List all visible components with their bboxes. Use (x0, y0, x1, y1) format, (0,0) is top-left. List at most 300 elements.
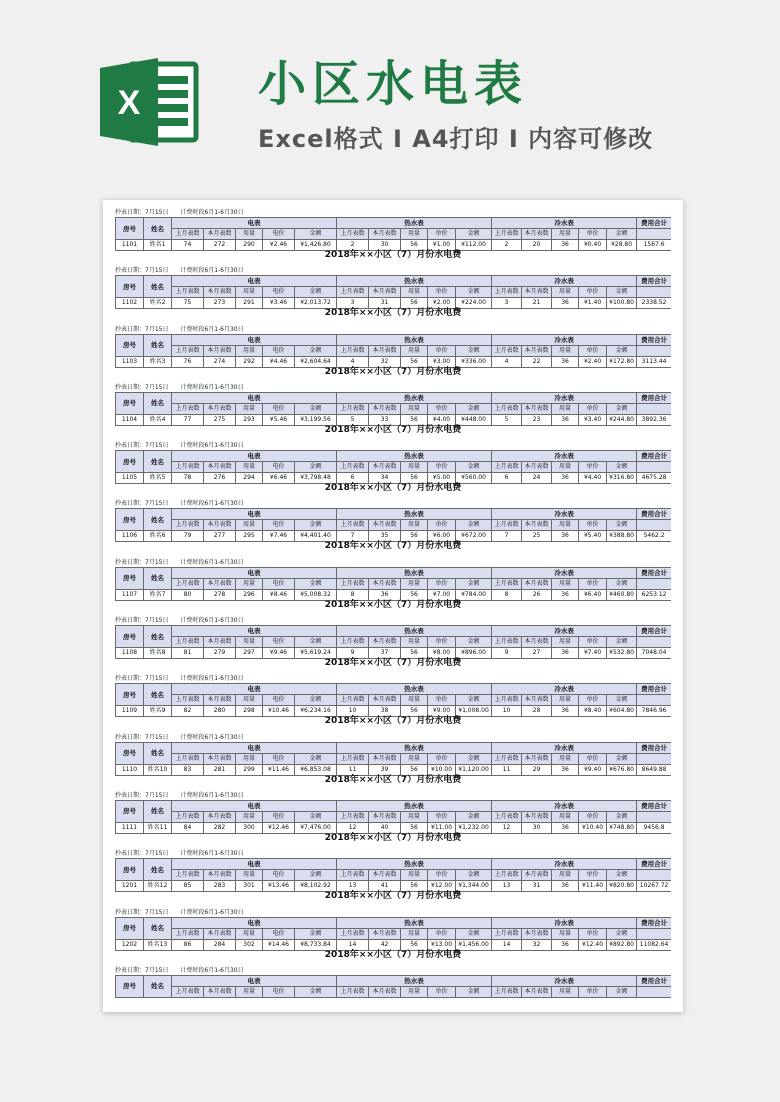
cold-last-header: 上月表数 (492, 811, 522, 822)
hot-price-cell: ¥13.00 (428, 939, 456, 950)
elec-this-cell: 277 (204, 531, 236, 542)
elec-last-cell: 76 (172, 356, 204, 367)
block-title: 2018年××小区（7）月份水电费 (324, 949, 462, 960)
elec-last-cell: 80 (172, 589, 204, 600)
read-date: 抄表日期：7月15日 (115, 850, 169, 858)
header-row-2 (116, 928, 672, 939)
elec-last-cell: 78 (172, 473, 204, 484)
spreadsheet-page (103, 200, 683, 1012)
block-title: 2018年××小区（7）月份水电费 (324, 541, 462, 552)
elec-usage-cell: 290 (236, 240, 263, 251)
table-row (116, 240, 672, 251)
hot-last-header: 上月表数 (337, 229, 369, 240)
hot-water-header: 热水表 (337, 218, 492, 229)
header-row-2 (116, 811, 672, 822)
cold-amount-cell: ¥28.80 (607, 240, 637, 251)
cold-price-header: 单价 (579, 870, 607, 881)
hot-water-header: 热水表 (337, 684, 492, 695)
bill-table (115, 334, 671, 368)
elec-usage-cell: 293 (236, 414, 263, 425)
hot-usage-header: 用量 (401, 287, 428, 298)
hot-amount-cell: ¥896.00 (456, 648, 492, 659)
bill-block (115, 266, 671, 324)
total-blank (637, 578, 671, 589)
header-row-1 (116, 392, 672, 403)
elec-usage-header: 用量 (236, 753, 263, 764)
billing-period: 计费时段6月1-6月30日 (180, 908, 244, 916)
elec-amount-cell: ¥2,604.64 (295, 356, 337, 367)
elec-usage-header: 用量 (236, 928, 263, 939)
elec-last-header: 上月表数 (172, 462, 204, 473)
hot-amount-cell: ¥336.00 (456, 356, 492, 367)
bill-block (115, 908, 671, 966)
elec-this-header: 本月表数 (204, 229, 236, 240)
elec-price-header: 电价 (263, 287, 295, 298)
hot-last-header: 上月表数 (337, 753, 369, 764)
elec-header: 电表 (172, 451, 337, 462)
bill-block (115, 383, 671, 441)
hot-price-header: 单价 (428, 811, 456, 822)
cold-amount-header: 金额 (607, 403, 637, 414)
room-header: 房号 (116, 626, 144, 648)
elec-amount-header: 金额 (295, 287, 337, 298)
header-row-1 (116, 800, 672, 811)
hot-last-cell: 6 (337, 473, 369, 484)
name-cell: 姓名7 (144, 589, 172, 600)
room-header: 房号 (116, 567, 144, 589)
cold-amount-cell: ¥676.80 (607, 764, 637, 775)
table-row (116, 414, 672, 425)
cold-amount-cell: ¥748.80 (607, 822, 637, 833)
room-cell: 1108 (116, 648, 144, 659)
hot-this-cell: 31 (369, 298, 401, 309)
elec-this-cell: 273 (204, 298, 236, 309)
elec-price-cell: ¥12.46 (263, 822, 295, 833)
elec-header: 电表 (172, 859, 337, 870)
meta-line (115, 966, 671, 975)
header-row-1 (116, 451, 672, 462)
elec-price-header: 电价 (263, 986, 295, 997)
room-header: 房号 (116, 334, 144, 356)
hot-amount-header: 金额 (456, 753, 492, 764)
hot-usage-header: 用量 (401, 695, 428, 706)
billing-period: 计费时段6月1-6月30日 (180, 850, 244, 858)
elec-usage-cell: 291 (236, 298, 263, 309)
read-date: 抄表日期：7月15日 (115, 500, 169, 508)
hot-price-header: 单价 (428, 870, 456, 881)
elec-price-header: 电价 (263, 462, 295, 473)
elec-amount-cell: ¥6,853.08 (295, 764, 337, 775)
cold-usage-cell: 36 (552, 939, 579, 950)
hot-usage-cell: 56 (401, 939, 428, 950)
room-cell: 1202 (116, 939, 144, 950)
elec-amount-cell: ¥5,619.24 (295, 648, 337, 659)
hot-price-cell: ¥8.00 (428, 648, 456, 659)
cold-usage-header: 用量 (552, 462, 579, 473)
hot-last-header: 上月表数 (337, 986, 369, 997)
hot-this-header: 本月表数 (369, 578, 401, 589)
header-row-2 (116, 229, 672, 240)
hot-last-cell: 4 (337, 356, 369, 367)
cold-price-cell: ¥6.40 (579, 589, 607, 600)
name-header: 姓名 (144, 276, 172, 298)
hot-usage-header: 用量 (401, 345, 428, 356)
hot-this-header: 本月表数 (369, 403, 401, 414)
elec-last-header: 上月表数 (172, 986, 204, 997)
hot-price-cell: ¥7.00 (428, 589, 456, 600)
elec-this-cell: 280 (204, 706, 236, 717)
header-row-2 (116, 462, 672, 473)
cold-this-header: 本月表数 (522, 462, 552, 473)
elec-amount-cell: ¥6,234.16 (295, 706, 337, 717)
hot-water-header: 热水表 (337, 859, 492, 870)
elec-price-header: 电价 (263, 229, 295, 240)
meta-line (115, 849, 671, 858)
read-date: 抄表日期：7月15日 (115, 442, 169, 450)
billing-period: 计费时段6月1-6月30日 (180, 617, 244, 625)
room-header: 房号 (116, 218, 144, 240)
total-blank (637, 695, 671, 706)
meta-line (115, 383, 671, 392)
cold-usage-header: 用量 (552, 287, 579, 298)
bill-table (115, 567, 671, 601)
elec-this-cell: 275 (204, 414, 236, 425)
elec-header: 电表 (172, 334, 337, 345)
total-cell: 3892.36 (637, 414, 671, 425)
hot-price-cell: ¥5.00 (428, 473, 456, 484)
name-header: 姓名 (144, 684, 172, 706)
read-date: 抄表日期：7月15日 (115, 267, 169, 275)
bill-block (115, 674, 671, 732)
elec-price-header: 电价 (263, 811, 295, 822)
elec-last-header: 上月表数 (172, 287, 204, 298)
cold-this-cell: 21 (522, 298, 552, 309)
elec-last-cell: 86 (172, 939, 204, 950)
total-cell: 5462.2 (637, 531, 671, 542)
elec-last-cell: 83 (172, 764, 204, 775)
room-header: 房号 (116, 684, 144, 706)
elec-this-header: 本月表数 (204, 345, 236, 356)
total-header: 费用合计 (637, 276, 671, 287)
cold-price-header: 单价 (579, 520, 607, 531)
hot-usage-cell: 56 (401, 356, 428, 367)
cold-amount-header: 金额 (607, 345, 637, 356)
cold-this-cell: 26 (522, 589, 552, 600)
total-header: 费用合计 (637, 684, 671, 695)
cold-water-header: 冷水表 (492, 334, 637, 345)
elec-usage-header: 用量 (236, 462, 263, 473)
hot-usage-cell: 56 (401, 298, 428, 309)
header-row-1 (116, 859, 672, 870)
elec-last-header: 上月表数 (172, 403, 204, 414)
cold-amount-header: 金额 (607, 462, 637, 473)
header-row-2 (116, 986, 672, 997)
elec-amount-header: 金额 (295, 695, 337, 706)
cold-price-cell: ¥3.40 (579, 414, 607, 425)
total-header: 费用合计 (637, 218, 671, 229)
cold-price-cell: ¥5.40 (579, 531, 607, 542)
cold-amount-header: 金额 (607, 928, 637, 939)
cold-this-cell: 22 (522, 356, 552, 367)
hot-water-header: 热水表 (337, 742, 492, 753)
hot-amount-header: 金额 (456, 928, 492, 939)
cold-this-header: 本月表数 (522, 811, 552, 822)
hot-price-cell: ¥4.00 (428, 414, 456, 425)
hot-last-cell: 10 (337, 706, 369, 717)
hot-price-header: 单价 (428, 695, 456, 706)
hot-this-header: 本月表数 (369, 928, 401, 939)
cold-last-header: 上月表数 (492, 578, 522, 589)
elec-usage-cell: 298 (236, 706, 263, 717)
room-cell: 1104 (116, 414, 144, 425)
cold-water-header: 冷水表 (492, 859, 637, 870)
block-title: 2018年××小区（7）月份水电费 (324, 599, 462, 610)
hot-last-header: 上月表数 (337, 462, 369, 473)
cold-this-cell: 28 (522, 706, 552, 717)
elec-this-cell: 272 (204, 240, 236, 251)
elec-usage-cell: 300 (236, 822, 263, 833)
hot-water-header: 热水表 (337, 276, 492, 287)
hot-amount-cell: ¥1,008.00 (456, 706, 492, 717)
name-header: 姓名 (144, 742, 172, 764)
name-header: 姓名 (144, 392, 172, 414)
cold-amount-cell: ¥460.80 (607, 589, 637, 600)
total-blank (637, 753, 671, 764)
elec-price-header: 电价 (263, 928, 295, 939)
elec-usage-cell: 296 (236, 589, 263, 600)
cold-last-cell: 9 (492, 648, 522, 659)
elec-price-cell: ¥5.46 (263, 414, 295, 425)
hot-amount-cell: ¥224.00 (456, 298, 492, 309)
hot-last-cell: 5 (337, 414, 369, 425)
cold-this-cell: 27 (522, 648, 552, 659)
total-blank (637, 287, 671, 298)
header-row-1 (116, 509, 672, 520)
cold-amount-cell: ¥316.80 (607, 473, 637, 484)
elec-last-header: 上月表数 (172, 870, 204, 881)
block-title: 2018年××小区（7）月份水电费 (324, 891, 462, 902)
billing-period: 计费时段6月1-6月30日 (180, 966, 244, 974)
elec-usage-cell: 295 (236, 531, 263, 542)
cold-this-header: 本月表数 (522, 287, 552, 298)
header-row-2 (116, 520, 672, 531)
cold-usage-header: 用量 (552, 345, 579, 356)
room-cell: 1101 (116, 240, 144, 251)
elec-amount-header: 金额 (295, 403, 337, 414)
cold-this-cell: 31 (522, 881, 552, 892)
total-cell: 7846.96 (637, 706, 671, 717)
hot-usage-cell: 56 (401, 240, 428, 251)
elec-price-cell: ¥6.46 (263, 473, 295, 484)
cold-last-header: 上月表数 (492, 229, 522, 240)
elec-price-cell: ¥7.46 (263, 531, 295, 542)
cold-water-header: 冷水表 (492, 626, 637, 637)
elec-amount-cell: ¥2,013.72 (295, 298, 337, 309)
elec-amount-cell: ¥3,798.48 (295, 473, 337, 484)
total-blank (637, 928, 671, 939)
hot-this-cell: 39 (369, 764, 401, 775)
header-row-2 (116, 753, 672, 764)
hot-amount-header: 金额 (456, 229, 492, 240)
hot-price-header: 单价 (428, 578, 456, 589)
cold-usage-header: 用量 (552, 928, 579, 939)
cold-usage-header: 用量 (552, 578, 579, 589)
elec-price-cell: ¥13.46 (263, 881, 295, 892)
cold-last-header: 上月表数 (492, 695, 522, 706)
bill-table (115, 800, 671, 834)
hot-this-header: 本月表数 (369, 462, 401, 473)
cold-last-header: 上月表数 (492, 637, 522, 648)
billing-period: 计费时段6月1-6月30日 (180, 733, 244, 741)
hot-price-header: 单价 (428, 287, 456, 298)
bill-table (115, 392, 671, 426)
cold-usage-header: 用量 (552, 637, 579, 648)
elec-usage-header: 用量 (236, 287, 263, 298)
cold-price-header: 单价 (579, 928, 607, 939)
hot-this-header: 本月表数 (369, 637, 401, 648)
read-date: 抄表日期：7月15日 (115, 791, 169, 799)
elec-usage-cell: 297 (236, 648, 263, 659)
elec-amount-header: 金额 (295, 462, 337, 473)
hot-last-header: 上月表数 (337, 811, 369, 822)
read-date: 抄表日期：7月15日 (115, 733, 169, 741)
elec-price-cell: ¥4.46 (263, 356, 295, 367)
elec-this-cell: 281 (204, 764, 236, 775)
elec-amount-cell: ¥4,401.40 (295, 531, 337, 542)
name-cell: 姓名5 (144, 473, 172, 484)
cold-usage-header: 用量 (552, 986, 579, 997)
hot-usage-cell: 56 (401, 822, 428, 833)
room-header: 房号 (116, 975, 144, 997)
hot-last-cell: 9 (337, 648, 369, 659)
elec-this-header: 本月表数 (204, 403, 236, 414)
elec-amount-header: 金额 (295, 520, 337, 531)
name-header: 姓名 (144, 218, 172, 240)
read-date: 抄表日期：7月15日 (115, 383, 169, 391)
block-title: 2018年××小区（7）月份水电费 (324, 250, 462, 260)
name-cell: 姓名3 (144, 356, 172, 367)
cold-price-header: 单价 (579, 287, 607, 298)
name-cell: 姓名8 (144, 648, 172, 659)
hot-price-header: 单价 (428, 637, 456, 648)
billing-period: 计费时段6月1-6月30日 (180, 209, 244, 216)
cold-amount-cell: ¥244.80 (607, 414, 637, 425)
page-header (0, 0, 780, 190)
hot-usage-header: 用量 (401, 870, 428, 881)
billing-period: 计费时段6月1-6月30日 (180, 442, 244, 450)
cold-water-header: 冷水表 (492, 800, 637, 811)
table-row (116, 764, 672, 775)
bill-block (115, 325, 671, 383)
name-header: 姓名 (144, 451, 172, 473)
bill-block (115, 499, 671, 557)
hot-this-cell: 30 (369, 240, 401, 251)
cold-amount-cell: ¥892.80 (607, 939, 637, 950)
cold-this-header: 本月表数 (522, 403, 552, 414)
total-header: 费用合计 (637, 451, 671, 462)
hot-usage-cell: 56 (401, 589, 428, 600)
hot-this-header: 本月表数 (369, 695, 401, 706)
total-header: 费用合计 (637, 626, 671, 637)
room-cell: 1201 (116, 881, 144, 892)
elec-price-header: 电价 (263, 695, 295, 706)
room-header: 房号 (116, 451, 144, 473)
total-header: 费用合计 (637, 859, 671, 870)
hot-amount-header: 金额 (456, 287, 492, 298)
cold-usage-header: 用量 (552, 811, 579, 822)
cold-usage-cell: 36 (552, 414, 579, 425)
cold-water-header: 冷水表 (492, 218, 637, 229)
name-header: 姓名 (144, 509, 172, 531)
elec-last-cell: 77 (172, 414, 204, 425)
hot-amount-header: 金额 (456, 462, 492, 473)
elec-price-cell: ¥9.46 (263, 648, 295, 659)
header-row-1 (116, 684, 672, 695)
hot-this-cell: 34 (369, 473, 401, 484)
svg-text:X: X (117, 84, 141, 122)
cold-amount-header: 金额 (607, 578, 637, 589)
elec-price-cell: ¥10.46 (263, 706, 295, 717)
cold-price-header: 单价 (579, 345, 607, 356)
room-cell: 1109 (116, 706, 144, 717)
elec-price-cell: ¥14.46 (263, 939, 295, 950)
hot-amount-cell: ¥672.00 (456, 531, 492, 542)
hot-price-cell: ¥1.00 (428, 240, 456, 251)
elec-usage-header: 用量 (236, 695, 263, 706)
read-date: 抄表日期：7月15日 (115, 325, 169, 333)
hot-usage-cell: 56 (401, 881, 428, 892)
hot-usage-header: 用量 (401, 229, 428, 240)
cold-this-header: 本月表数 (522, 637, 552, 648)
bill-table (115, 217, 671, 251)
hot-this-cell: 33 (369, 414, 401, 425)
cold-last-cell: 10 (492, 706, 522, 717)
hot-price-cell: ¥11.00 (428, 822, 456, 833)
bill-table (115, 450, 671, 484)
billing-period: 计费时段6月1-6月30日 (180, 791, 244, 799)
room-cell: 1107 (116, 589, 144, 600)
elec-price-cell: ¥11.46 (263, 764, 295, 775)
total-cell: 3113.44 (637, 356, 671, 367)
hot-last-header: 上月表数 (337, 345, 369, 356)
hot-price-cell: ¥12.00 (428, 881, 456, 892)
total-blank (637, 462, 671, 473)
bill-block (115, 208, 671, 266)
elec-this-header: 本月表数 (204, 578, 236, 589)
bill-table (115, 858, 671, 892)
cold-price-cell: ¥1.40 (579, 298, 607, 309)
hot-last-cell: 12 (337, 822, 369, 833)
room-header: 房号 (116, 917, 144, 939)
hot-this-cell: 36 (369, 589, 401, 600)
cold-usage-cell: 36 (552, 356, 579, 367)
elec-amount-cell: ¥8,733.84 (295, 939, 337, 950)
header-row-1 (116, 742, 672, 753)
cold-usage-cell: 36 (552, 648, 579, 659)
hot-price-header: 单价 (428, 986, 456, 997)
hot-usage-header: 用量 (401, 928, 428, 939)
elec-header: 电表 (172, 626, 337, 637)
total-blank (637, 986, 671, 997)
cold-usage-cell: 36 (552, 473, 579, 484)
cold-amount-header: 金额 (607, 986, 637, 997)
hot-this-cell: 42 (369, 939, 401, 950)
total-cell: 10267.72 (637, 881, 671, 892)
total-cell: 11082.64 (637, 939, 671, 950)
hot-price-cell: ¥9.00 (428, 706, 456, 717)
cold-water-header: 冷水表 (492, 975, 637, 986)
billing-period: 计费时段6月1-6月30日 (180, 558, 244, 566)
